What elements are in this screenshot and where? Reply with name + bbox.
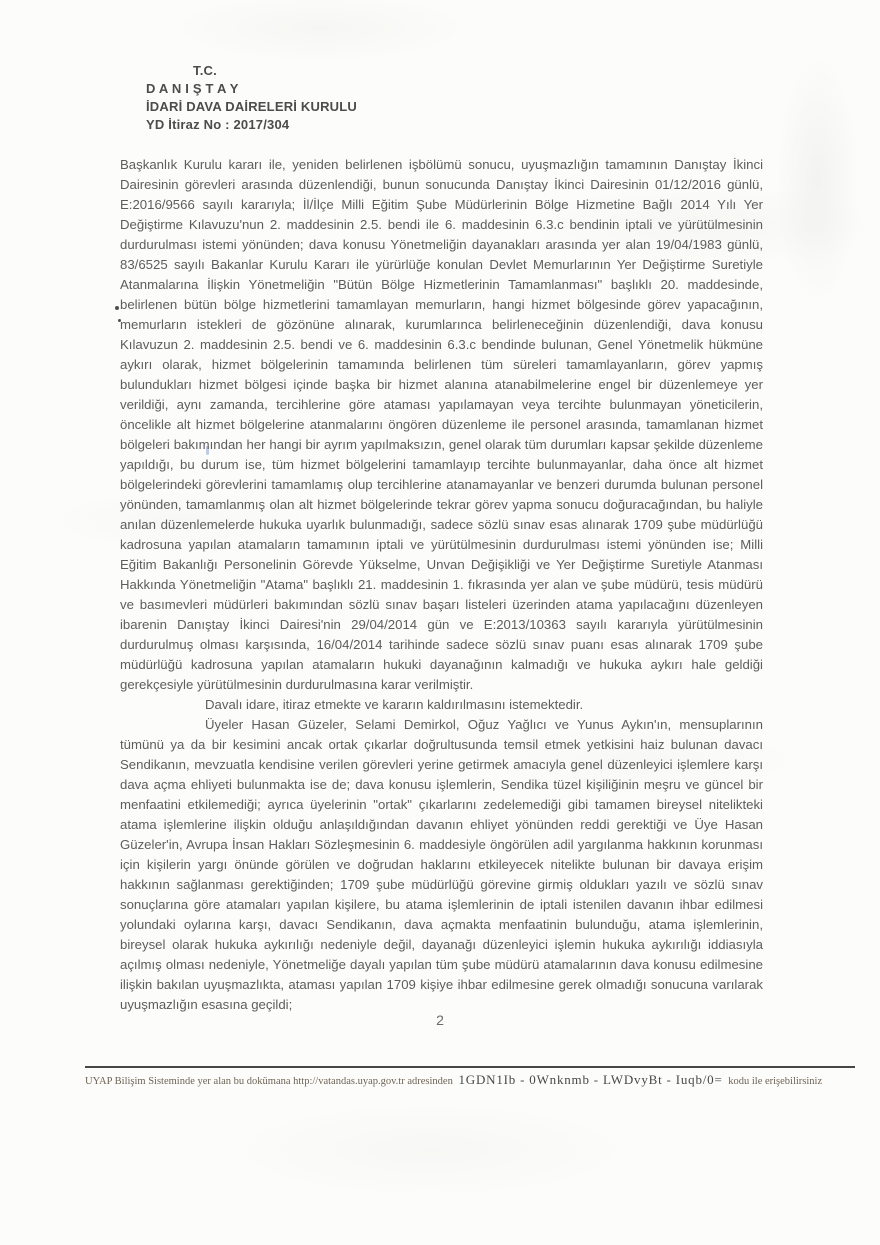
paragraph-defendant-objection: Davalı idare, itiraz etmekte ve kararın kaldırılmasını istemektedir. — [205, 697, 584, 712]
footer-access-text-suffix: kodu ile erişebilirsiniz — [728, 1076, 823, 1087]
document-header — [146, 62, 357, 134]
paragraph-ruling-summary: Başkanlık Kurulu kararı ile, yeniden belirlenen işbölümü sonucu, uyuşmazlığın tamamının Danıştay İkinci Dairesinin görevleri arasında düzenlendiği, bunun sonucunda Danıştay İkinci Dairesinin 01/12/2016 günlü, E:2016/9566 sayılı kararıyla; İl/İlçe Milli Eğitim Şube Müdürlerinin Bölge Hizmetine Bağlı 2014 Yılı Yer Değiştirme Kılavuzu'nun 2. maddesinin 2.5. bendi ile 6. maddesinin 6.3.c bendinin iptali ve yürütülmesinin durdurulması istemi yönünden; dava konusu Yönetmeliğin dayanakları arasında yer alan 19/04/1983 günlü, 83/6525 sayılı Bakanlar Kurulu Kararı ile yürürlüğe konulan Devlet Memurlarının Yer Değiştirme Suretiyle Atanmalarına İlişkin Yönetmeliğin "Bütün Bölge Hizmetlerinin Tamamlanması" başlıklı 20. maddesinde, belirlenen bütün bölge hizmetlerini tamamlayan memurların, hangi hizmet bölgesinde görev yapacağının, memurların istekleri de gözönüne alınarak, kurumlarınca belirleneceğinin düzenlendiği, dava konusu Kılavuzun 2. maddesinin 2.5. bendi ve 6. maddesinin 6.3.c bendinde bulunan, Genel Yönetmelik hükmüne aykırı olarak, hizmet bölgelerinin tamamında belirlenen tüm süreleri tamamlayanların, görev yapmış bulundukları hizmet bölgesi içinde başka bir hizmet alanına atanabilmelerine engel bir düzenlemeye yer verildiği, aynı zamanda, tercihlerine göre ataması yapılamayan veya tercihte bulunmayan yöneticilerin, öncelikle alt hizmet bölgelerine atanmalarını öngören düzenleme ile personel arasında, tamamlanan hizmet bölgeleri bakımından her hangi bir ayrım yapılmaksızın, genel olarak tüm durumları kapsar şekilde düzenleme yapıldığı, bu durum ise, tüm hizmet bölgelerini tamamlayıp tercihte bulunmayanlar, daha önce alt hizmet bölgelerindeki görevlerini tamamlamış olup tercihlerine atanamayanlar ve benzeri durumda bulunan personel yönünden, tamamlanmış olan alt hizmet bölgelerinde tekrar görev yapma sonucu doğuracağından, bu haliyle anılan düzenlemelerde hukuka uyarlık bulunmadığı, sadece sözlü sınav esas alınarak 1709 şube müdürlüğü kadrosuna yapılan atamaların tamamının iptali ve yürütülmesinin durdurulması istemi yönünden ise; Milli Eğitim Bakanlığı Personelinin Görevde Yükselme, Unvan Değişikliği ve Yer Değiştirme Suretiyle Atanması Hakkında Yönetmeliğin "Atama" başlıklı 21. maddesinin 1. fıkrasında yer alan ve şube müdürü, tesis müdürü ve basımevleri müdürleri bakımından sözlü sınav başarı listeleri üzerinden atama yapılacağını düzenleyen ibarenin Danıştay İkinci Dairesi'nin 29/04/2014 gün ve E:2013/10363 sayılı kararıyla yürütülmesinin durdurulmuş olması karşısında, 16/04/2014 tarihinde sadece sözlü sınav puanı esas alınarak 1709 şube müdürlüğü kadrosuna yapılan atamaların hukuki dayanağının kalmadığı ve hukuka aykırı hale geldiği gerekçesiyle yürütülmesinin durdurulmasına karar verilmiştir. — [120, 157, 763, 692]
header-republic-abbrev: T.C. — [193, 63, 217, 78]
footer-access-text-prefix: UYAP Bilişim Sisteminde yer alan bu dokümana http://vatandas.uyap.gov.tr adresinden — [85, 1076, 453, 1087]
footer-verification-code: 1GDN1Ib - 0Wnknmb - LWDvyBt - Iuqb/0= — [458, 1072, 723, 1087]
paragraph-members-dissent: Üyeler Hasan Güzeler, Selami Demirkol, Oğuz Yağlıcı ve Yunus Aykın'ın, mensuplarının tümünü ya da bir kesimini ancak ortak çıkarlar doğrultusunda temsil etmek yetkisini haiz bulunan davacı Sendikanın, mevzuatla kendisine verilen görevleri yerine getirmek amacıyla genel düzenleyici işlemlere karşı dava açma ehliyeti bulunmakta ise de; dava konusu işlemlerin, Sendika tüzel kişiliğinin meşru ve güncel bir menfaatini etkilemediği; ayrıca üyelerinin "ortak" çıkarlarını zedelemediği gibi tamamen bireysel nitelikteki atama işlemlerine ilişkin olduğu anlaşıldığından davanın ehliyet yönünden reddi gerektiği ve Üye Hasan Güzeler'in, Avrupa İnsan Hakları Sözleşmesinin 6. maddesiyle öngörülen adil yargılanma hakkının korunması için kişilerin yargı önünde görülen ve doğrudan haklarını etkileyecek nitelikte bulunan bir davaya erişim hakkının sağlanması gerektiğinden; 1709 şube müdürlüğü görevine girmiş oldukları yazılı ve sözlü sınav sonuçlarına göre atamaları yapılan kişilere, bu atama işlemlerinin de iptali istenilen davanın ihbar edilmesi yolundaki oylarına karşı, davacı Sendikanın, dava açmakta menfaatinin bulunduğu, atama işlemlerinin, bireysel olarak hukuka aykırılığı nedeniyle değil, dayanağı düzenleyici işlemin hukuka aykırılığı iddiasıyla açılmış olması nedeniyle, Yönetmeliğe dayalı yapılan tüm şube müdürü atamalarının dava konusu edilmesine ilişkin bakılan uyuşmazlıkta, ataması yapılan 1709 kişiye ihbar edilmesine gerek olmadığı sonucuna varılarak uyuşmazlığın esasına geçildi; — [120, 717, 763, 1012]
document-body — [120, 155, 763, 1015]
margin-ink-dot — [115, 306, 119, 310]
header-case-number: YD İtiraz No : 2017/304 — [146, 117, 290, 132]
page-number: 2 — [436, 1012, 444, 1028]
header-chamber-name: İDARİ DAVA DAİRELERİ KURULU — [146, 99, 357, 114]
header-court-name: D A N I Ş T A Y — [146, 81, 239, 96]
uyap-footer — [85, 1066, 855, 1088]
